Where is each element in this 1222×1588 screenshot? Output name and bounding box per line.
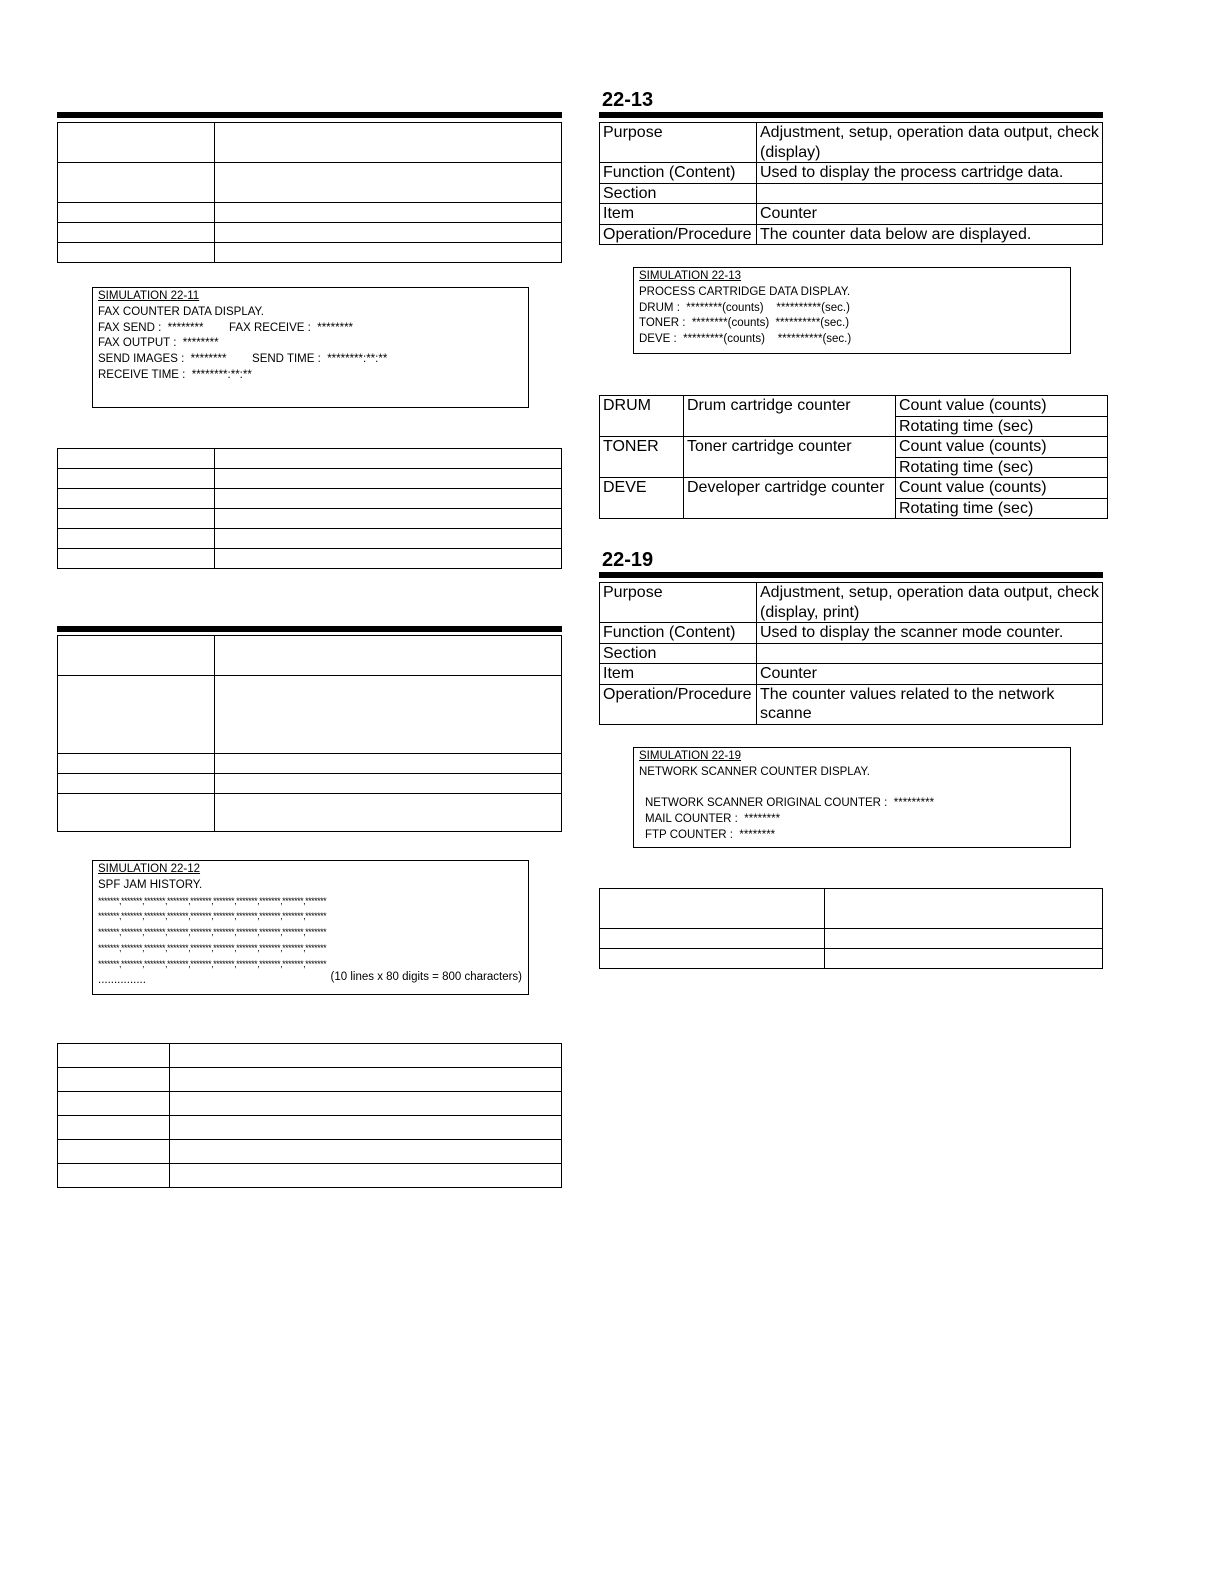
sim-22-13-display — [633, 267, 1071, 354]
blank-info-table-1 — [57, 122, 562, 263]
display-line: FAX OUTPUT : ******** — [98, 337, 219, 350]
display-line: NETWORK SCANNER ORIGINAL COUNTER : ********* — [645, 797, 935, 810]
function-value: Used to display the process cartridge data. — [757, 163, 1103, 184]
operation-value: The counter data below are displayed. — [757, 224, 1103, 245]
display-line: PROCESS CARTRIDGE DATA DISPLAY. — [639, 285, 851, 298]
section-rule-22-19 — [599, 572, 1103, 578]
blank-info-table-2 — [57, 448, 562, 569]
counter-code: DRUM — [600, 396, 684, 437]
item-value: Counter — [757, 664, 1103, 685]
section-rule-left-1 — [57, 112, 562, 118]
jam-history-row: *******,*******,*******,*******,*******,*******,*******,*******,*******,******* — [98, 927, 327, 938]
section-rule-22-13 — [599, 112, 1103, 118]
row-label: Function (Content) — [600, 163, 757, 184]
row-label: Item — [600, 204, 757, 225]
sim-22-11-title: SIMULATION 22-11 — [98, 290, 200, 302]
jam-history-row: *******,*******,*******,*******,*******,*******,*******,*******,*******,******* — [98, 895, 327, 906]
sim-22-12-title: SIMULATION 22-12 — [98, 863, 201, 875]
function-value: Used to display the scanner mode counter. — [757, 623, 1103, 644]
display-line: DRUM : ********(counts) **********(sec.) — [639, 301, 850, 314]
display-line: DEVE : *********(counts) **********(sec.) — [639, 333, 852, 346]
display-line: RECEIVE TIME : ********:**:** — [98, 368, 252, 381]
counter-code: TONER — [600, 437, 684, 478]
counter-value: Count value (counts) — [896, 478, 1108, 499]
row-label: Item — [600, 664, 757, 685]
cartridge-counter-table — [599, 395, 1108, 519]
sim-22-11-display — [92, 287, 529, 408]
counter-name: Developer cartridge counter — [684, 478, 896, 519]
jam-history-row: *******,*******,*******,*******,*******,*******,*******,*******,*******,******* — [98, 958, 327, 969]
counter-code: DEVE — [600, 478, 684, 519]
display-line: SEND IMAGES : ******** SEND TIME : ********:**:** — [98, 353, 388, 366]
jam-history-row: *******,*******,*******,*******,*******,*******,*******,*******,*******,******* — [98, 942, 327, 953]
sim-22-13-title: SIMULATION 22-13 — [639, 270, 742, 282]
row-label: Operation/Procedure — [600, 224, 757, 245]
counter-value: Rotating time (sec) — [896, 498, 1108, 519]
section-value — [757, 183, 1103, 204]
display-line: MAIL COUNTER : ******** — [645, 813, 781, 826]
sim-22-19-display — [633, 747, 1071, 848]
display-note: (10 lines x 80 digits = 800 characters) — [330, 971, 522, 984]
display-line: FAX COUNTER DATA DISPLAY. — [98, 305, 264, 318]
section-title-22-19: 22-19 — [602, 549, 654, 571]
counter-value: Count value (counts) — [896, 396, 1108, 417]
operation-value: The counter values related to the network scanne — [757, 684, 1103, 724]
row-label: Operation/Procedure — [600, 684, 757, 724]
section-value — [757, 643, 1103, 664]
blank-info-table-3 — [57, 635, 562, 832]
blank-info-table-5 — [599, 888, 1103, 969]
row-label: Purpose — [600, 583, 757, 623]
sim-22-12-display — [92, 860, 529, 995]
display-line: FAX SEND : ******** FAX RECEIVE : ******** — [98, 321, 354, 334]
purpose-value: Adjustment, setup, operation data output, check (display, print) — [757, 583, 1103, 623]
purpose-value: Adjustment, setup, operation data output, check (display) — [757, 123, 1103, 163]
row-label: Purpose — [600, 123, 757, 163]
counter-name: Toner cartridge counter — [684, 437, 896, 478]
counter-value: Rotating time (sec) — [896, 416, 1108, 437]
blank-info-table-4 — [57, 1043, 562, 1188]
section-title-22-13: 22-13 — [602, 89, 654, 111]
counter-value: Rotating time (sec) — [896, 457, 1108, 478]
row-label: Function (Content) — [600, 623, 757, 644]
display-line: SPF JAM HISTORY. — [98, 878, 203, 891]
sim-22-19-title: SIMULATION 22-19 — [639, 750, 742, 762]
display-line: FTP COUNTER : ******** — [645, 828, 776, 841]
item-value: Counter — [757, 204, 1103, 225]
display-line: TONER : ********(counts) **********(sec.) — [639, 317, 850, 330]
section-rule-left-2 — [57, 626, 562, 632]
row-label: Section — [600, 643, 757, 664]
jam-history-row: *******,*******,*******,*******,*******,*******,*******,*******,*******,******* — [98, 911, 327, 922]
counter-value: Count value (counts) — [896, 437, 1108, 458]
counter-name: Drum cartridge counter — [684, 396, 896, 437]
row-label: Section — [600, 183, 757, 204]
display-dots: ............... — [98, 973, 146, 986]
sim-22-19-info-table — [599, 582, 1103, 725]
display-line: NETWORK SCANNER COUNTER DISPLAY. — [639, 765, 870, 778]
sim-22-13-info-table — [599, 122, 1103, 245]
